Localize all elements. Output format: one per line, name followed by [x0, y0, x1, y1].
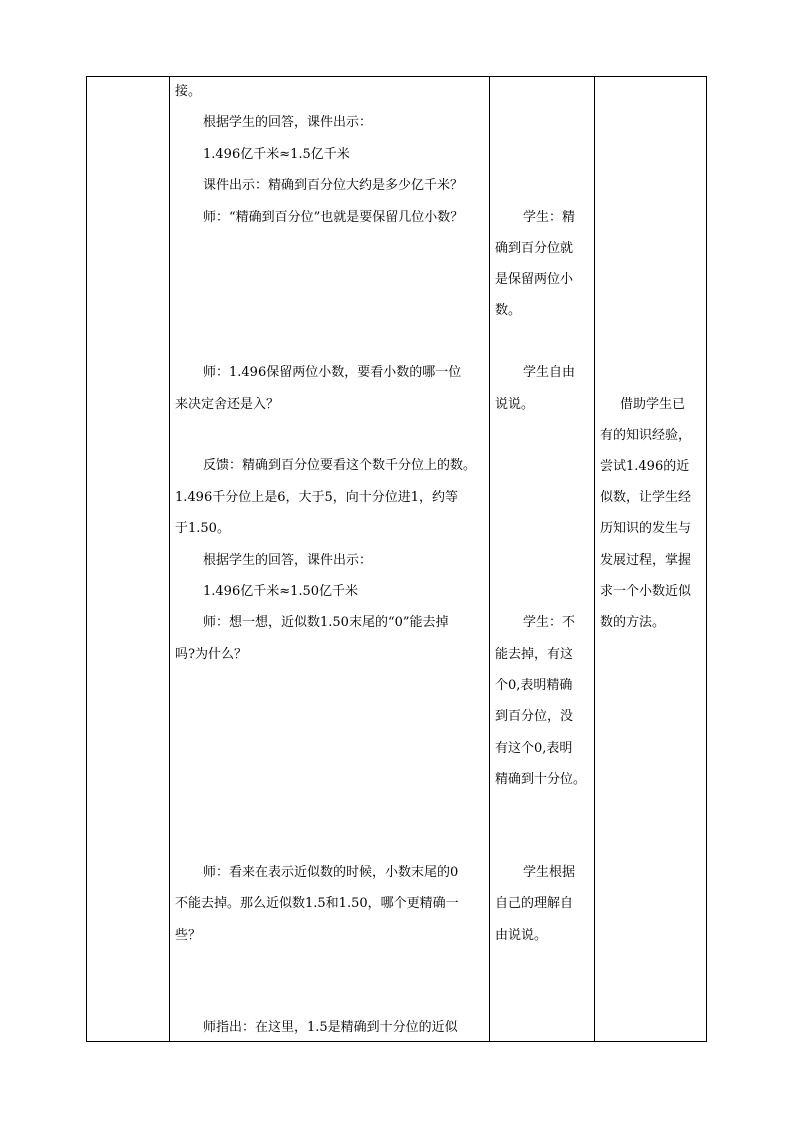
teacher-line: 师：“精确到百分位”也就是要保留几位小数？ — [203, 210, 464, 225]
teacher-line: 师指出：在这里，1.5是精确到十分位的近似 — [203, 1020, 458, 1035]
student-activity-column — [489, 77, 594, 1041]
empty-left-column — [87, 77, 169, 1041]
student-line: 有这个0,表明 — [495, 741, 573, 756]
student-line: 精确到十分位。 — [495, 772, 587, 787]
teacher-line: 来决定舍还是入？ — [175, 397, 280, 412]
student-line: 学生：不 — [523, 615, 576, 630]
intent-line: 似数，让学生经 — [600, 490, 692, 505]
student-line: 数。 — [495, 303, 522, 318]
intent-line: 尝试1.496的近 — [600, 459, 690, 474]
intent-line: 数的方法。 — [600, 615, 666, 630]
teacher-line: 吗?为什么？ — [175, 647, 247, 662]
student-line: 个0,表明精确 — [495, 678, 573, 693]
student-line: 学生根据 — [523, 865, 576, 880]
student-line: 学生自由 — [523, 365, 576, 380]
lesson-plan-table — [86, 76, 707, 1042]
intent-line: 求一个小数近似 — [600, 584, 692, 599]
intent-line: 发展过程，掌握 — [600, 553, 692, 568]
teacher-line: 师：想一想，近似数1.50末尾的“0”能去掉 — [203, 615, 449, 630]
teacher-line: 不能去掉。那么近似数1.5和1.50，哪个更精确一 — [175, 896, 459, 911]
intent-line: 历知识的发生与 — [600, 521, 692, 536]
design-intent-column — [594, 77, 706, 1041]
teacher-line: 根据学生的回答，课件出示： — [203, 115, 373, 130]
student-line: 能去掉，有这 — [495, 647, 574, 662]
teacher-line: 于1.50。 — [175, 521, 230, 536]
intent-line: 有的知识经验， — [600, 428, 692, 443]
student-line: 学生：精 — [523, 210, 576, 225]
teacher-line: 接。 — [175, 84, 202, 99]
teacher-line: 根据学生的回答，课件出示： — [203, 553, 373, 568]
teacher-line: 1.496千分位上是6，大于5，向十分位进1，约等 — [175, 490, 459, 505]
teacher-line: 师：1.496保留两位小数，要看小数的哪一位 — [203, 365, 462, 380]
intent-line: 借助学生已 — [620, 397, 686, 412]
teacher-line: 些？ — [175, 928, 202, 943]
student-line: 确到百分位就 — [495, 241, 574, 256]
teacher-activity-column — [169, 77, 489, 1041]
student-line: 说说。 — [495, 397, 535, 412]
teacher-line: 反馈：精确到百分位要看这个数千分位上的数。 — [203, 458, 477, 473]
student-line: 是保留两位小 — [495, 272, 574, 287]
teacher-line: 课件出示：精确到百分位大约是多少亿千米？ — [203, 178, 464, 193]
student-line: 到百分位，没 — [495, 709, 574, 724]
teacher-line: 1.496亿千米≈1.50亿千米 — [203, 584, 359, 599]
student-line: 由说说。 — [495, 928, 548, 943]
teacher-line: 1.496亿千米≈1.5亿千米 — [203, 147, 350, 162]
student-line: 自己的理解自 — [495, 896, 574, 911]
teacher-line: 师：看来在表示近似数的时候，小数末尾的0 — [203, 865, 459, 880]
